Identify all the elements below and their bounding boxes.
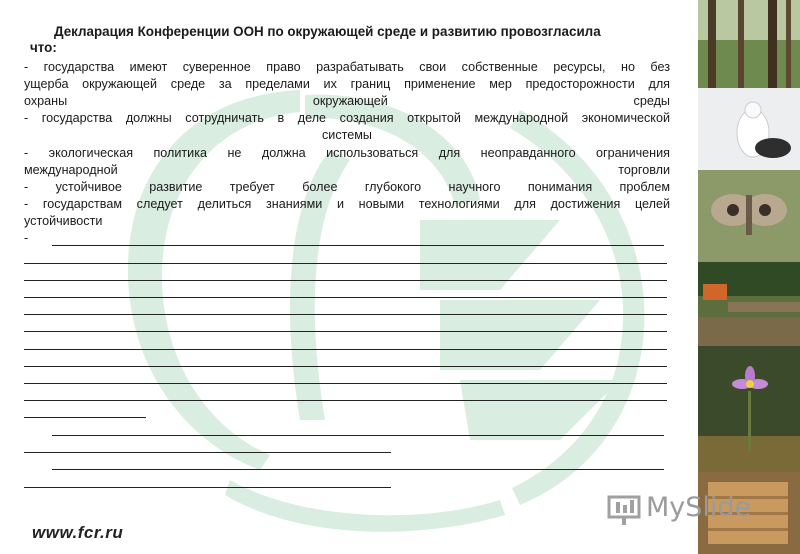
- blank-line: [52, 469, 664, 470]
- myslide-logo-text: MySlide: [646, 492, 752, 523]
- blank-line: [24, 349, 667, 350]
- blank-line: [52, 435, 664, 436]
- body-line-2: ущерба окружающей среде за пределами их границ применение мер предосторожности для: [24, 77, 670, 91]
- blank-line: [24, 314, 667, 315]
- ermine-in-snow-photo: [698, 88, 800, 170]
- blank-line: [24, 263, 667, 264]
- blank-line: [24, 366, 667, 367]
- presentation-icon: [606, 493, 642, 529]
- body-line-5: системы: [322, 128, 372, 142]
- blank-line: [24, 452, 391, 453]
- blank-line: [24, 417, 146, 418]
- body-line-6: - экологическая политика не должна использоваться для неоправданного ограничения: [24, 146, 670, 160]
- body-line-7: международной торговли: [24, 163, 670, 177]
- body-line-11-dash: -: [24, 231, 29, 245]
- photo-strip: [698, 0, 800, 554]
- footer-url[interactable]: www.fcr.ru: [32, 523, 124, 542]
- forest-photo: [698, 0, 800, 88]
- myslide-logo: [606, 491, 771, 529]
- logging-machine-photo: [698, 262, 800, 346]
- declaration-heading-line1: Декларация Конференции ООН по окружающей среде и развитию провозгласила: [54, 24, 601, 39]
- blank-line: [24, 487, 391, 488]
- body-line-3: охраны окружающей среды: [24, 94, 670, 108]
- blank-line: [24, 280, 667, 281]
- body-line-9: - государствам следует делиться знаниями и новыми технологиями для достижения целей: [24, 197, 670, 211]
- blank-line: [24, 297, 667, 298]
- body-line-1: - государства имеют суверенное право разрабатывать свои собственные ресурсы, но без: [24, 60, 670, 74]
- blank-line: [24, 331, 667, 332]
- moth-photo: [698, 170, 800, 262]
- body-line-10: устойчивости: [24, 214, 103, 228]
- declaration-heading-line2: что:: [30, 40, 57, 55]
- body-line-8: - устойчивое развитие требует более глубокого научного понимания проблем: [24, 180, 670, 194]
- body-line-4: - государства должны сотрудничать в деле создания открытой международной экономической: [24, 111, 670, 125]
- blank-line: [24, 400, 667, 401]
- blank-line: [52, 245, 664, 246]
- flower-photo: [698, 346, 800, 472]
- blank-line: [24, 383, 667, 384]
